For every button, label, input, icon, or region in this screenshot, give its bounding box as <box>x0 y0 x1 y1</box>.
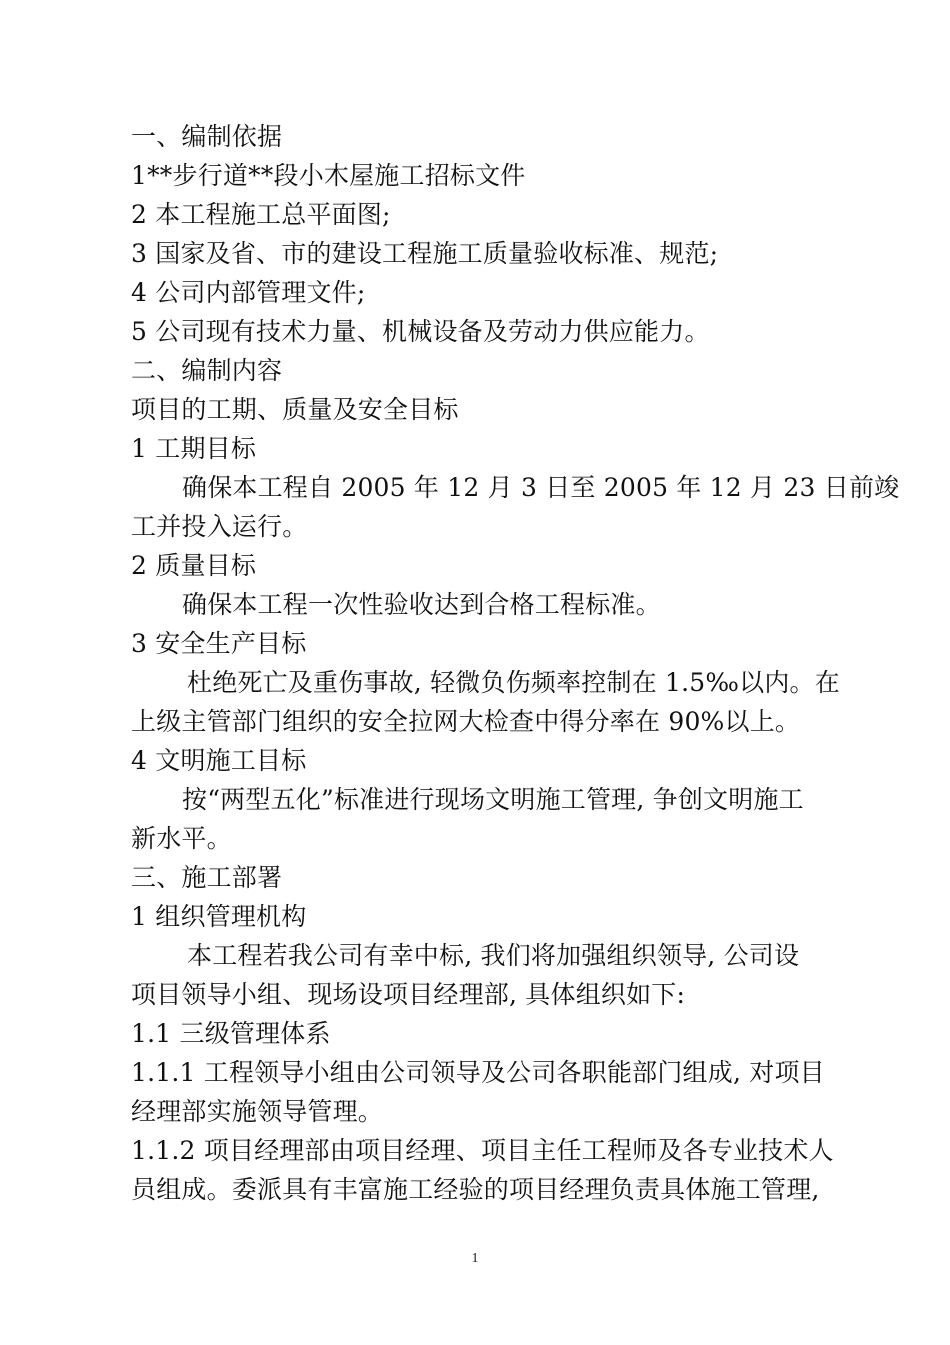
paragraph-line: 工并投入运行。 <box>131 512 308 541</box>
list-item: 2 本工程施工总平面图; <box>131 200 391 229</box>
paragraph-line: 1.1.2 项目经理部由项目经理、项目主任工程师及各专业技术人 <box>131 1136 834 1165</box>
section-heading-deployment: 三、施工部署 <box>131 863 283 892</box>
subheading-quality: 2 质量目标 <box>131 551 257 580</box>
subheading-three-level: 1.1 三级管理体系 <box>131 1019 331 1048</box>
paragraph-line: 项目的工期、质量及安全目标 <box>131 395 459 424</box>
section-heading-basis: 一、编制依据 <box>131 122 283 151</box>
subheading-safety: 3 安全生产目标 <box>131 629 307 658</box>
paragraph-line: 杜绝死亡及重伤事故, 轻微负伤频率控制在 1.5‰以内。在 <box>187 668 840 697</box>
paragraph-line: 按“两型五化”标准进行现场文明施工管理, 争创文明施工 <box>182 785 804 814</box>
subheading-organization: 1 组织管理机构 <box>131 902 307 931</box>
list-item: 5 公司现有技术力量、机械设备及劳动力供应能力。 <box>131 317 710 346</box>
paragraph-line: 项目领导小组、现场设项目经理部, 具体组织如下: <box>131 980 686 1009</box>
paragraph-line: 新水平。 <box>131 824 232 853</box>
section-heading-content: 二、编制内容 <box>131 356 283 385</box>
list-item: 1**步行道**段小木屋施工招标文件 <box>131 161 526 190</box>
paragraph-line: 本工程若我公司有幸中标, 我们将加强组织领导, 公司设 <box>187 941 800 970</box>
list-item: 3 国家及省、市的建设工程施工质量验收标准、规范; <box>131 239 719 268</box>
paragraph-line: 确保本工程自 2005 年 12 月 3 日至 2005 年 12 月 23 日前竣 <box>182 473 900 502</box>
paragraph-line: 确保本工程一次性验收达到合格工程标准。 <box>182 590 661 619</box>
paragraph-line: 经理部实施领导管理。 <box>131 1097 384 1126</box>
list-item: 4 公司内部管理文件; <box>131 278 366 307</box>
document-body <box>131 117 900 1209</box>
subheading-schedule: 1 工期目标 <box>131 434 257 463</box>
paragraph-line: 上级主管部门组织的安全拉网大检查中得分率在 90%以上。 <box>131 707 801 736</box>
paragraph-line: 员组成。委派具有丰富施工经验的项目经理负责具体施工管理, <box>131 1175 820 1204</box>
page-number: 1 <box>471 1251 479 1266</box>
paragraph-line: 1.1.1 工程领导小组由公司领导及公司各职能部门组成, 对项目 <box>131 1058 825 1087</box>
subheading-civilized: 4 文明施工目标 <box>131 746 307 775</box>
